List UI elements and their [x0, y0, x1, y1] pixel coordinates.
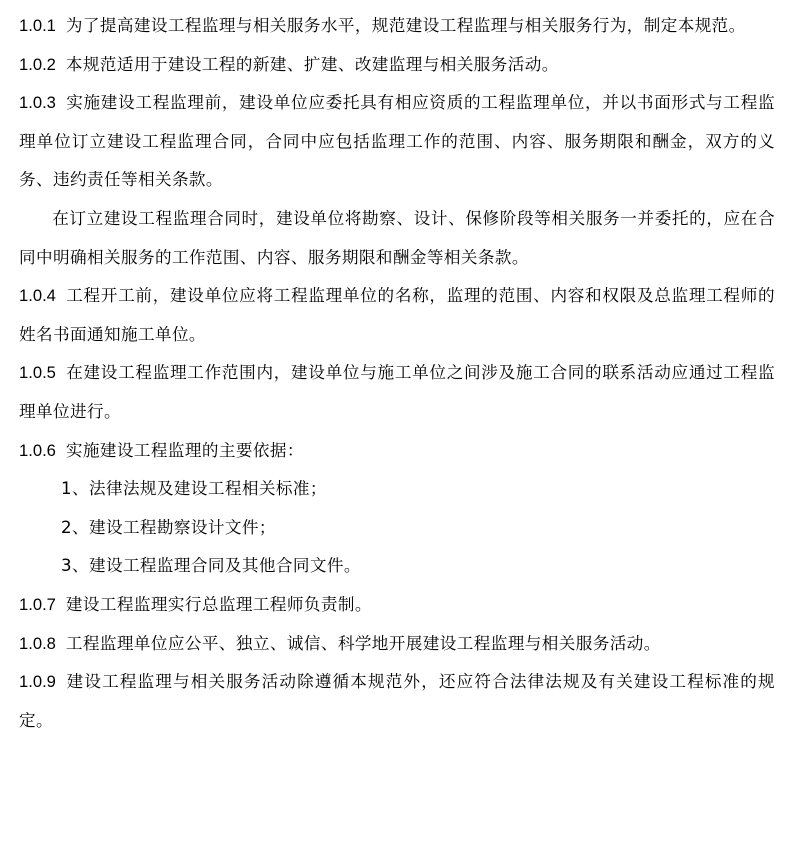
clause-number: 1.0.4	[19, 286, 56, 306]
clause-number: 1.0.8	[19, 633, 56, 653]
clause-1-0-1	[19, 7, 775, 46]
clause-1-0-3	[19, 84, 775, 200]
clause-text: 本规范适用于建设工程的新建、扩建、改建监理与相关服务活动。	[65, 54, 559, 74]
clause-1-0-5	[19, 354, 775, 431]
clause-1-0-4	[19, 277, 775, 354]
clause-text: 实施建设工程监理的主要依据：	[65, 440, 304, 460]
clause-number: 1.0.3	[19, 93, 56, 113]
clause-number: 1.0.6	[19, 440, 56, 460]
clause-text: 建设工程监理与相关服务活动除遵循本规范外，还应符合法律法规及有关建设工程标准的规定。	[19, 672, 775, 730]
clause-number: 1.0.5	[19, 363, 56, 383]
clause-1-0-3-continuation	[19, 200, 775, 277]
clause-1-0-8	[19, 625, 775, 664]
clause-number: 1.0.9	[19, 672, 56, 692]
clause-text: 为了提高建设工程监理与相关服务水平，规范建设工程监理与相关服务行为，制定本规范。	[65, 16, 746, 35]
clause-text: 在订立建设工程监理合同时，建设单位将勘察、设计、保修阶段等相关服务一并委托的，应在合同中明确相关服务的工作范围、内容、服务期限和酬金等相关条款。	[19, 208, 775, 267]
basis-item-2: 2、建设工程勘察设计文件；	[61, 517, 276, 537]
clause-text: 工程开工前，建设单位应将工程监理单位的名称，监理的范围、内容和权限及总监理工程师的姓名书面通知施工单位。	[19, 286, 775, 344]
clause-1-0-7	[19, 586, 775, 625]
clause-1-0-2	[19, 46, 775, 85]
clause-number: 1.0.7	[19, 594, 56, 614]
clause-text: 在建设工程监理工作范围内，建设单位与施工单位之间涉及施工合同的联系活动应通过工程监理单位进行。	[19, 363, 775, 421]
clause-1-0-9	[19, 663, 775, 740]
basis-item-1: 1、法律法规及建设工程相关标准；	[61, 479, 327, 499]
clause-text: 建设工程监理实行总监理工程师负责制。	[65, 594, 372, 614]
clause-text: 实施建设工程监理前，建设单位应委托具有相应资质的工程监理单位，并以书面形式与工程监理单位订立建设工程监理合同，合同中应包括监理工作的范围、内容、服务期限和酬金，双方的义务、违约责任等相关条款。	[19, 93, 775, 190]
basis-item-3: 3、建设工程监理合同及其他合同文件。	[61, 556, 361, 576]
clause-1-0-6	[19, 432, 775, 471]
clause-number: 1.0.2	[19, 54, 56, 74]
clause-number: 1.0.1	[19, 16, 56, 35]
clause-text: 工程监理单位应公平、独立、诚信、科学地开展建设工程监理与相关服务活动。	[65, 633, 661, 653]
